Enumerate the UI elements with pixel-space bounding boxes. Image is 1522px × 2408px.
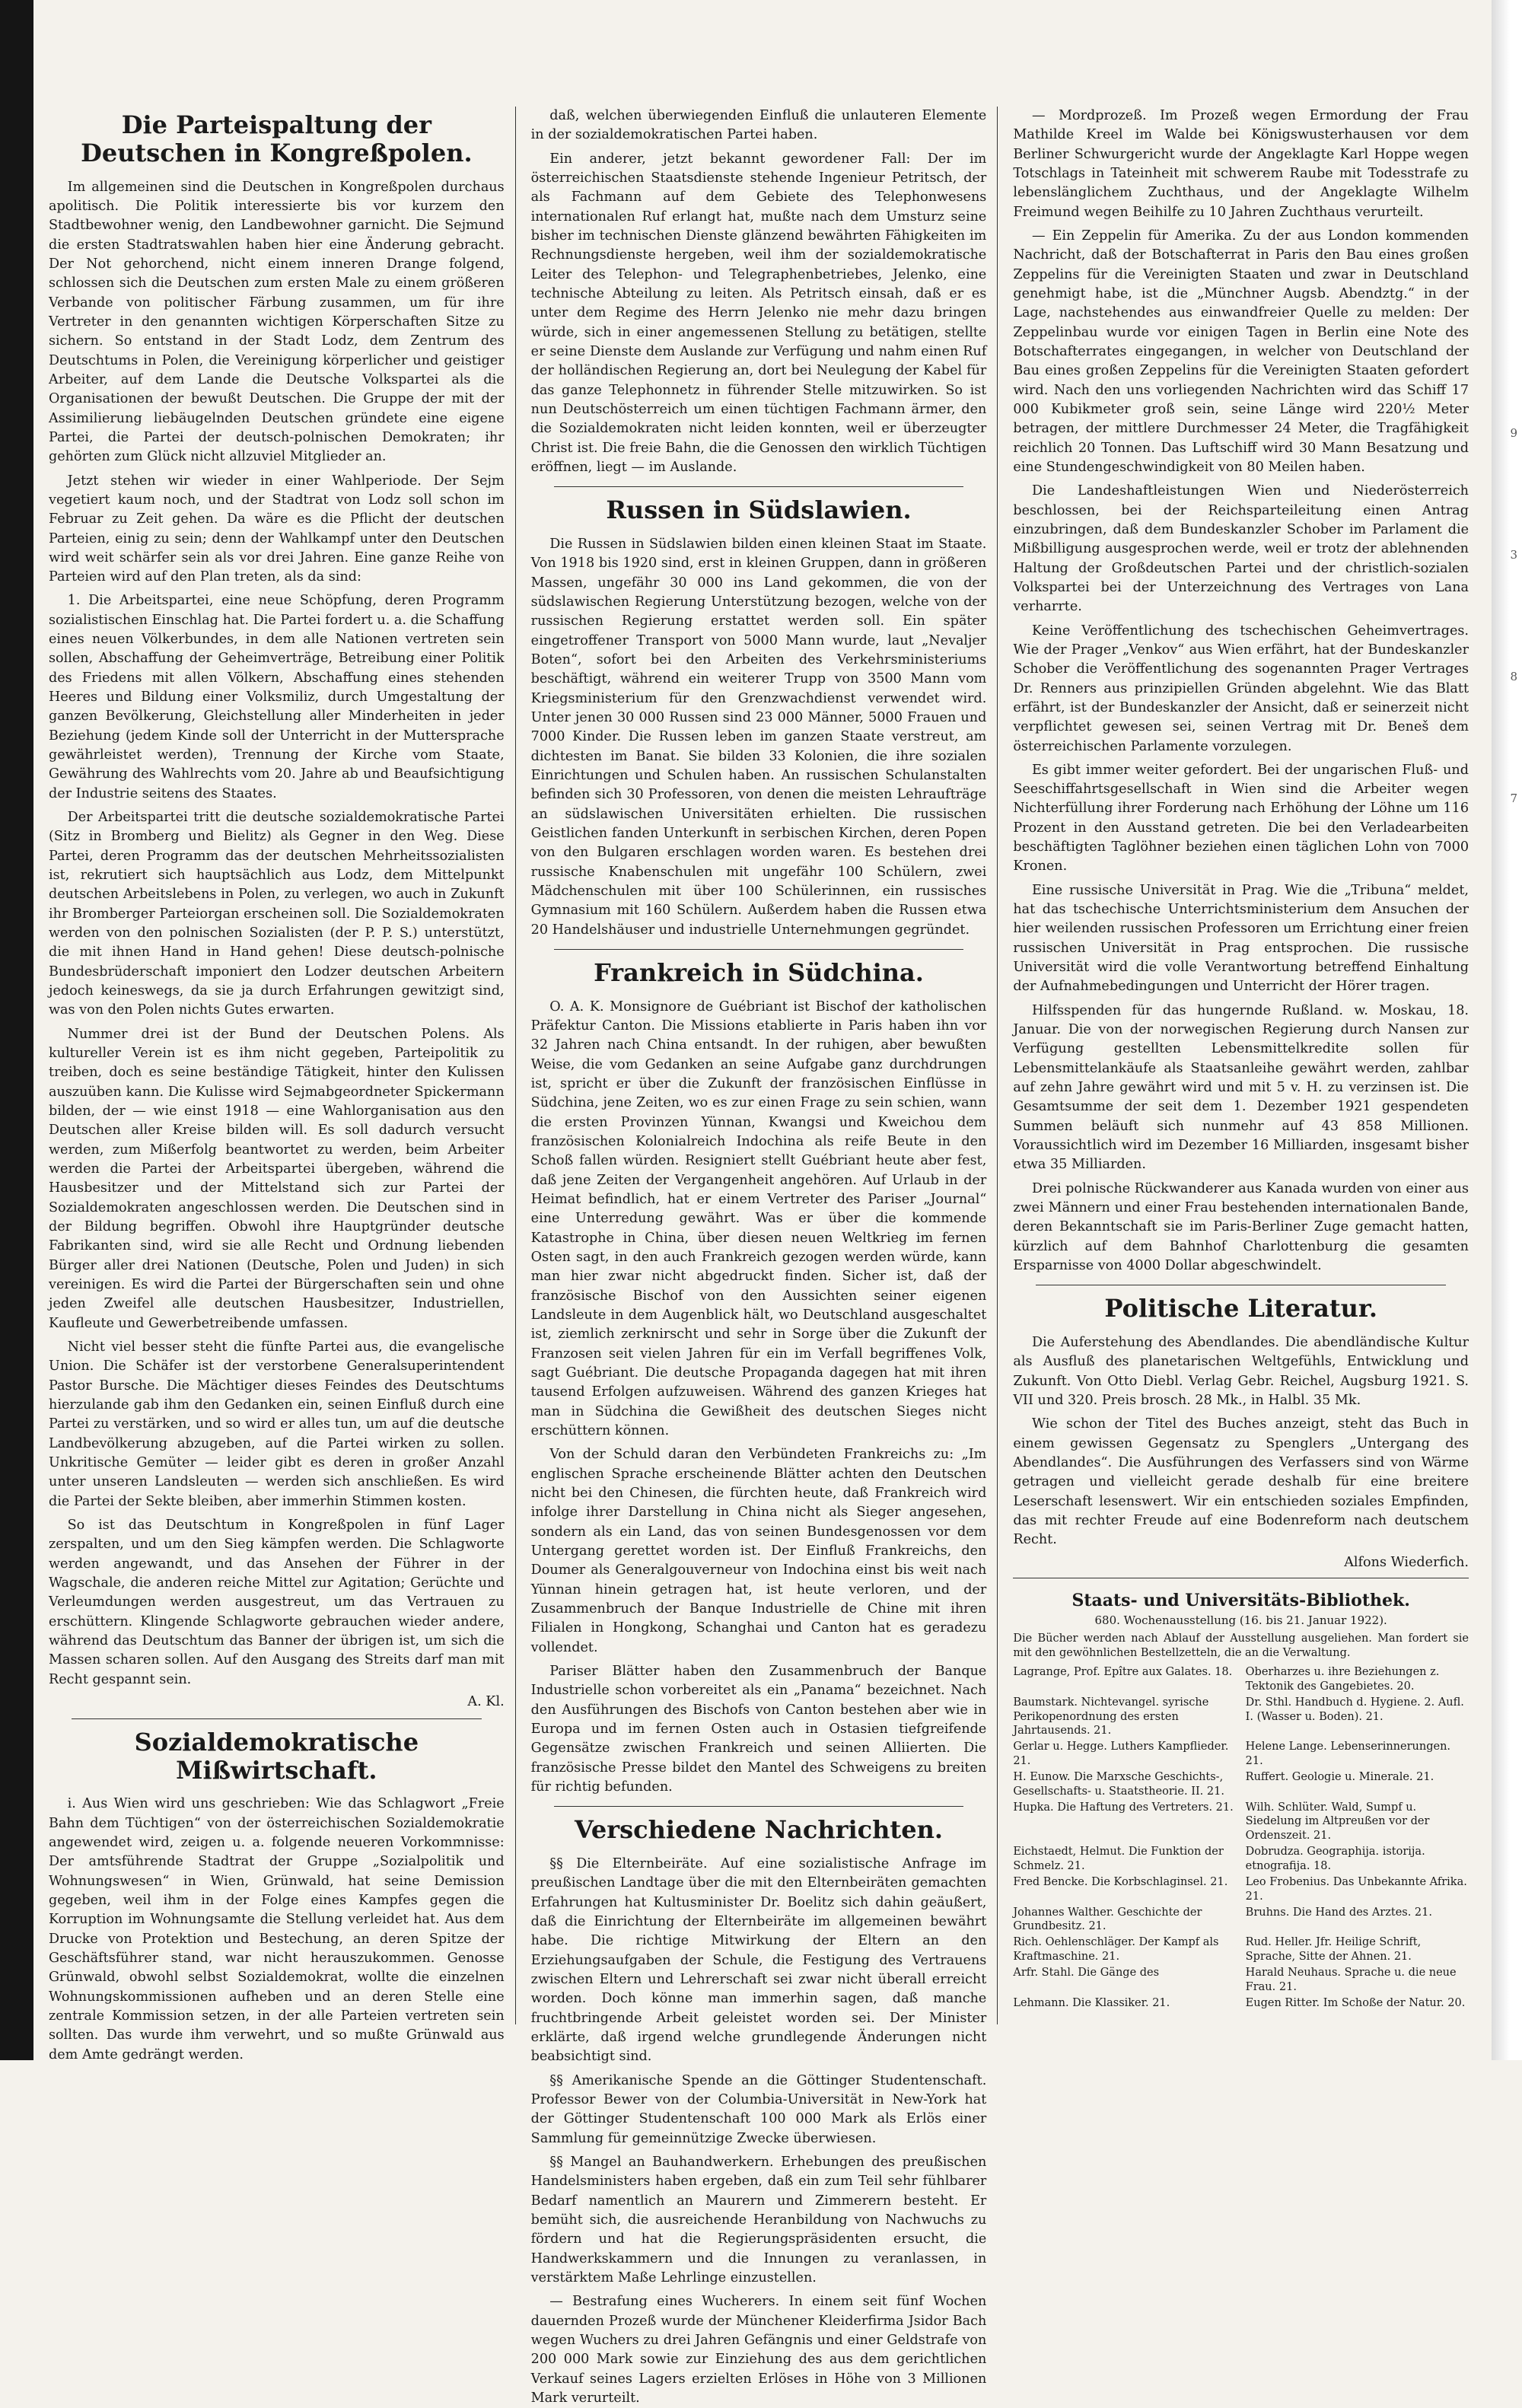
notice-intro: Die Bücher werden nach Ablauf der Ausstellung ausgeliehen. Man fordert sie mit den gewöhnlichen Bestellzetteln, die an die Verwaltung.	[1013, 1632, 1469, 1659]
notice-subtitle: 680. Wochenausstellung (16. bis 21. Januar 1922).	[1094, 1613, 1387, 1627]
article-paragraph: Die Russen in Südslawien bilden einen kleinen Staat im Staate. Von 1918 bis 1920 sind, erst in kleinen Gruppen, dann in größeren Massen, ungefähr 30 000 ins Land gekommen, die von der südslawischen Regierung Unterstützung bezogen, welche von der russischen Regierung erstattet werden soll. Ein später eingetroffener Transport von 5000 Mann wurde, laut „Nevaljer Boten“, sofort bei den Arbeiten des Verkehrsministeriums beschäftigt, während ein weiterer Trupp von 3500 Mann vom Kriegsministerium für den Grenzwachdienst verwendet wird. Unter jenen 30 000 Russen sind 23 000 Männer, 5000 Frauen und 7000 Kinder. Die Russen leben im ganzen Staate verstreut, am dichtesten im Banat. Sie bilden 33 Kolonien, die ihre sozialen Einrichtungen und Schulen haben. An russischen Schulanstalten befinden sich 30 Professoren, von denen die meisten Lehraufträge an südslawischen Universitäten erhielten. Die russischen Geistlichen fanden Unterkunft in serbischen Kirchen, deren Popen von den Bulgaren erschlagen worden waren. Es bestehen drei russische Knabenschulen mit ungefähr 100 Schülern, zwei Mädchenschulen mit über 100 Schülerinnen, ein russisches Gymnasium mit 160 Schülern. Außerdem haben die Russen etwa 20 Handelshäuser und industrielle Unternehmungen gegründet.	[530, 537, 987, 938]
article-paragraph: Die Landeshaftleistungen Wien und Niederösterreich beschlossen, bei der Reichsparteileitung einen Antrag einzubringen, daß dem Bundeskanzler Schober im Parlament die Mißbilligung ausgesprochen werde, weil er trotz der ablehnenden Haltung der Großdeutschen Partei und der christlich-sozialen Volkspartei bei der Unterzeichnung des Vertrages von Lana verharrte.	[1013, 483, 1469, 615]
page-right-margin	[1492, 0, 1522, 2060]
notice-item: Lagrange, Prof. Epître aux Galates. 18.	[1013, 1666, 1233, 1679]
article-paragraph: i. Aus Wien wird uns geschrieben: Wie das Schlagwort „Freie Bahn dem Tüchtigen“ von der österreichischen Sozialdemokratie angewendet wird, zeigen u. a. folgende neueren Vorkommnisse: Der amtsführende Stadtrat der Gruppe „Sozialpolitik und Wohnungswesen“ in Wien, Grünwald, hat seine Demission gegeben, weil ihm in der Folge eines Kampfes gegen die Korruption im Wohnungsamte die Stellung verleidet hat. Aus dem Drucke von Protektion und Bestechung, an deren Spitze der Geschäftsführer stand, war nicht herauszukommen. Genosse Grünwald, obwohl selbst Sozialdemokrat, wollte die einzelnen Wohnungskommissionen aufheben und an deren Stelle eine zentrale Kommission setzen, in der alle Parteien vertreten sein sollten. Das wurde ihm verwehrt, und so mußte Grünwald aus dem Amte gedrängt werden.	[49, 1796, 505, 2062]
author-signature: Alfons Wiederfich.	[1344, 1554, 1469, 1570]
notice-title: Staats- und Universitäts-Bibliothek.	[1071, 1590, 1410, 1610]
article-paragraph: Ein anderer, jetzt bekannt gewordener Fall: Der im österreichischen Staatsdienste stehende Ingenieur Petritsch, der als Fachmann auf dem Gebiete des Telephonwesens internationalen Ruf erlangt hat, mußte nach dem Umsturz seine bisher im technischen Dienste glänzend bewährten Fähigkeiten im Rechnungsdienste hergeben, weil ihm der sozialdemokratische Leiter des Telephon- und Telegraphenbetriebes, Jelenko, eine technische Abteilung zu leiten. Als Petritsch einsah, daß er es unter dem Regime des Herrn Jelenko nie mehr dazu bringen würde, sich in einer angemessenen Stellung zu betätigen, stellte er seine Dienste dem Auslande zur Verfügung und nahm einen Ruf der holländischen Regierung an, dort bei Neulegung der Kabel für das ganze Telephonnetz in führender Stelle mitzuwirken. So ist nun Deutschösterreich um einen tüchtigen Fachmann ärmer, den die Sozialdemokraten nicht leiden konnten, weil er überzeugter Christ ist. Die freie Bahn, die die Genossen den wirklich Tüchtigen eröffnen, liegt — im Auslande.	[530, 151, 987, 475]
notice-item: Dr. Sthl. Handbuch d. Hygiene. 2. Aufl. I. (Wasser u. Boden). 21.	[1245, 1696, 1464, 1723]
article-title: Frankreich in Südchina.	[594, 957, 924, 987]
article-paragraph: Es gibt immer weiter gefordert. Bei der ungarischen Fluß- und Seeschiffahrtsgesellschaft in Wien sind die Arbeiter wegen Nichterfüllung ihrer Forderung nach Erhöhung der Löhne um 116 Prozent in den Ausstand getreten. Die bei den Verladearbeiten beschäftigten Taglöhner beziehen einen täglichen Lohn von 7000 Kronen.	[1013, 762, 1469, 874]
notice-item: Rud. Heller. Jfr. Heilige Schrift, Sprache, Sitte der Ahnen. 21.	[1245, 1936, 1422, 1964]
article-title: Verschiedene Nachrichten.	[575, 1815, 943, 1845]
article-paragraph: §§ Mangel an Bauhandwerkern. Erhebungen des preußischen Handelsministers haben ergeben, daß ein zum Teil sehr fühlbarer Bedarf namentlich an Maurern und Zimmerern besteht. Er bemüht sich, die ausreichende Heranbildung von Nachwuchs zu fördern und hat die Regierungspräsidenten ersucht, die Handwerkskammern und die Innungen zu veranlassen, in verstärktem Maße Lehrlinge einzustellen.	[530, 2154, 987, 2285]
section-divider	[72, 1718, 482, 1719]
article-paragraph: — Bestrafung eines Wucherers. In einem seit fünf Wochen dauernden Prozeß wurde der Münchener Kleiderfirma Jsidor Bach wegen Wuchers zu drei Jahren Gefängnis und einer Geldstrafe von 200 000 Mark sowie zur Einziehung des aus dem gerichtlichen Verkauf seines Lagers erzielten Erlöses in Höhe von 3 Millionen Mark verurteilt.	[530, 2294, 987, 2406]
article-paragraph: O. A. K. Monsignore de Guébriant ist Bischof der katholischen Präfektur Canton. Die Missions etablierte in Paris haben ihn vor 32 Jahren nach China entsandt. In der ruhigen, aber bewußten Weise, die vom Gedanken an seine Aufgabe ganz durchdrungen ist, spricht er über die Zukunft der französischen Einflüsse in Südchina, jene Zeiten, wo es zur einen Frage zu sein schien, wann die ersten Provinzen Yünnan, Kwangsi und Kweichou dem französischen Kolonialreich Indochina als reife Beute in den Schoß fallen würden. Resigniert stellt Guébriant heute aber fest, daß jene Zeiten der Vergangenheit angehören. Auf Urlaub in der Heimat befindlich, hat er einem Vertreter des Pariser „Journal“ eine Unterredung gewährt. Was er über die kommende Katastrophe in China, über diesen neuen Weltkrieg im fernen Osten sagt, in den auch Frankreich gezogen werden würde, kann man hier zwar nicht abgedruckt finden. Sicher ist, daß der französische Bischof von den Aussichten seiner eigenen Landsleute in dem Augenblick hält, wo Deutschland ausgeschaltet ist, ziemlich zerknirscht und sehr in Sorge über die Zukunft der Franzosen seit vielen Jahren für ein im Verfall begriffenes Volk, sagt Guébriant. Die deutsche Propaganda dagegen hat mit ihren tausend Erfolgen aufzuweisen. Während des ganzen Krieges hat man in Südchina die Gewißheit des deutschen Sieges nicht erschüttern können.	[530, 999, 987, 1438]
notice-item: Bruhns. Die Hand des Arztes. 21.	[1245, 1906, 1432, 1919]
article-paragraph: Pariser Blätter haben den Zusammenbruch der Banque Industrielle schon vorbereitet als ein „Panama“ bezeichnet. Nach den Ausführungen des Bischofs von Canton bestehen aber wie in Europa und im fernen Osten auch in Ostasien tiefgreifende Gegensätze zwischen Frankreich und seinen Alliierten. Die französische Presse bildet den Mantel des Schweigens zu breiten für richtig befunden.	[530, 1663, 987, 1795]
notice-item: Gerlar u. Hegge. Luthers Kampflieder. 21.	[1013, 1741, 1229, 1768]
notice-item: Dobrudza. Geographija. istorija. etnografija. 18.	[1245, 1846, 1425, 1872]
article-paragraph: Im allgemeinen sind die Deutschen in Kongreßpolen durchaus apolitisch. Die Politik interessierte bis vor kurzem den Stadtbewohner wenig, den Landbewohner garnicht. Die Sejmund die ersten Stadtratswahlen haben hier eine Änderung gebracht. Der Not gehorchend, nicht einem inneren Drange folgend, schlossen sich die Deutschen zum ersten Male zu einem größeren Verbande von politischer Färbung zusammen, um für ihre Vertreter in den genannten wichtigen Körperschaften Sitze zu sichern. So entstand in der Stadt Lodz, dem Zentrum des Deutschtums in Polen, die Vereinigung körperlicher und geistiger Arbeiter, auf dem Lande die Deutsche Volkspartei als die Organisationen der bewußt Deutschen. Die Gruppe der mit der Assimilierung liebäugelnden Deutschen gründete eine eigene Partei, die Partei der deutsch-polnischen Demokraten; ihr gehörten zum Glück nicht allzuviel Mitglieder an.	[49, 179, 505, 465]
book-binding-edge	[0, 0, 33, 2060]
margin-mark: 7	[1510, 792, 1517, 805]
article-paragraph: So ist das Deutschtum in Kongreßpolen in fünf Lager zerspalten, und um den Sieg kämpfen werden. Die Schlagworte werden angewandt, und das Ansehen der Führer in der Wagschale, die anderen reiche Mittel zur Agitation; Gerüchte und Verleumdungen werden ausgestreut, um das Vertrauen zu erschüttern. Klingende Schlagworte gebrauchen wieder andere, während das Deutschtum das Banner der übrigen ist, um sich die Massen scharen sollen. Auf den Ausgang des Streits darf man mit Recht gespannt sein.	[49, 1517, 505, 1687]
notice-item: Wilh. Schlüter. Wald, Sumpf u. Siedelung im Altpreußen vor der Ordenszeit. 21.	[1245, 1801, 1430, 1843]
margin-mark: 3	[1510, 548, 1517, 562]
column-layout	[49, 107, 1469, 2406]
article-paragraph: Von der Schuld daran den Verbündeten Frankreichs zu: „Im englischen Sprache erscheinende Blätter achten den Deutschen nicht bei den Chinesen, die fürchten heute, daß Frankreich wird infolge ihrer Darstellung in China nicht als Sieger angesehen, sondern als ein Land, das von seinen Bundesgenossen vor dem Untergang gerettet worden ist. Der Einfluß Frankreichs, den Doumer als Generalgouverneur von Indochina einst bis weit nach Yünnan hinein getragen hat, ist heute verloren, und der Zusammenbruch der Banque Industrielle de Chine mit ihren Filialen in Hongkong, Schanghai und Canton hat es geradezu vollendet.	[530, 1447, 987, 1655]
notice-item: Eugen Ritter. Im Schoße der Natur. 20.	[1245, 1996, 1466, 2009]
section-divider	[554, 1806, 964, 1807]
notice-item: Arfr. Stahl. Die Gänge des	[1013, 1966, 1160, 1979]
article-paragraph: Nummer drei ist der Bund der Deutschen Polens. Als kultureller Verein ist es ihm nicht gegeben, Parteipolitik zu treiben, doch es seine beständige Tätigkeit, hinter den Kulissen auszuüben kann. Die Kulisse wird Sejmabgeordneter Spickermann bilden, der — wie einst 1918 — eine Wahlorganisation aus den Deutschen aller Kreise bilden will. Es soll dadurch versucht werden, zum Mißerfolg beantwortet zu werden, beim Arbeiter werden die Partei der Arbeitspartei übergeben, während die Hausbesitzer und der Mittelstand sich zur Partei der Sozialdemokraten angeschlossen werden. Die Deutschen sind in der Bildung begriffen. Obwohl ihre Hauptgründer deutsche Fabrikanten sind, wird sie alle Recht und Ordnung liebenden Bürger aller drei Nationen (Deutsche, Polen und Juden) in sich vereinigen. Es wird die Partei der Bürgerschaften sein und ohne jeden Zweifel alle deutschen Hausbesitzer, Industriellen, Kaufleute und Gewerbetreibende umfassen.	[49, 1026, 505, 1331]
notice-item: Hupka. Die Haftung des Vertreters. 21.	[1013, 1801, 1234, 1814]
article-paragraph: Der Arbeitspartei tritt die deutsche sozialdemokratische Partei (Sitz in Bromberg und Bielitz) als Gegner in den Weg. Diese Partei, deren Programm das der deutschen Mehrheitssozialisten ist, rekrutiert sich hauptsächlich aus Lodz, dem Mittelpunkt deutschen Arbeitslebens in Polen, zu verlegen, wo auch in Zukunft ihr Bromberger Parteiorgan erscheinen soll. Die Sozialdemokraten werden von den polnischen Sozialisten (der P. P. S.) unterstützt, die mit ihnen Hand in Hand gehen! Diese deutsch-polnische Bundesbrüderschaft imponiert den Lodzer deutschen Arbeitern jedoch keineswegs, da sie ja durch Erfahrungen gewitzigt sind, was von den Polen nichts Gutes erwarten.	[49, 810, 505, 1018]
article-paragraph: Wie schon der Titel des Buches anzeigt, steht das Buch in einem gewissen Gegensatz zu Spenglers „Untergang des Abendlandes“. Die Ausführungen des Verfassers sind von Wärme getragen und vielleicht gerade deshalb für eine breitere Leserschaft lesenswert. Wir ein entschieden soziales Empfinden, das mit rechter Freude auf eine Bodenreform nach deutschem Recht.	[1013, 1416, 1469, 1548]
article-paragraph: §§ Amerikanische Spende an die Göttinger Studentenschaft. Professor Bewer von der Columbia-Universität in New-York hat der Göttinger Studentenschaft 100 000 Mark als Erlös einer Sammlung für gemeinnützige Zwecke überwiesen.	[530, 2072, 987, 2146]
notice-item: Fred Bencke. Die Korbschlaginsel. 21.	[1013, 1875, 1228, 1888]
article-paragraph: Jetzt stehen wir wieder in einer Wahlperiode. Der Sejm vegetiert kaum noch, und der Stadtrat von Lodz soll schon im Februar zu Zeit gehen. Da wäre es die Pflicht der deutschen Parteien, einig zu sein; denn der Wahlkampf unter den Deutschen wird weit schärfer sein als vor drei Jahren. Eine ganze Reihe von Parteien wird auf den Plan treten, als da sind:	[49, 473, 505, 585]
section-divider	[554, 486, 964, 487]
notice-item: Harald Neuhaus. Sprache u. die neue Frau. 21.	[1245, 1966, 1457, 1993]
notice-item: Johannes Walther. Geschichte der Grundbesitz. 21.	[1013, 1906, 1202, 1933]
article-paragraph: daß, welchen überwiegenden Einfluß die unlauteren Elemente in der sozialdemokratischen Partei haben.	[530, 108, 987, 143]
notice-list	[1013, 1665, 1469, 2010]
notice-item: Baumstark. Nichtevangel. syrische Perikopenordnung des ersten Jahrtausends. 21.	[1013, 1696, 1209, 1738]
article-paragraph: — Ein Zeppelin für Amerika. Zu der aus London kommenden Nachricht, daß der Botschafterrat in Paris den Bau eines großen Zeppelins für die Vereinigten Staaten und zwar in Deutschland genehmigt habe, ist die „Münchner Augsb. Abendztg.“ in der Lage, nachstehendes aus einwandfreier Quelle zu melden: Der Zeppelinbau wurde vor einigen Tagen in Berlin eine Note des Botschafterrates eingegangen, in welcher von Deutschland der Bau eines großen Zeppelins für die Vereinigten Staaten gefordert wird. Nach den uns vorliegenden Nachrichten wird das Schiff 17 000 Kubikmeter groß sein, seine Länge wird 220½ Meter betragen, der mittlere Durchmesser 24 Meter, die Tragfähigkeit reichlich 20 Tonnen. Das Luftschiff wird 30 Mann Besatzung und eine Stundengeschwindigkeit von 80 Meilen haben.	[1013, 228, 1469, 475]
section-divider	[554, 949, 964, 950]
margin-mark: 9	[1510, 426, 1517, 440]
notice-item: Helene Lange. Lebenserinnerungen. 21.	[1245, 1741, 1451, 1768]
notice-item: Oberharzes u. ihre Beziehungen z. Tektonik des Gangebietes. 20.	[1245, 1666, 1440, 1693]
article-title: Russen in Südslawien.	[606, 495, 912, 525]
notice-item: Lehmann. Die Klassiker. 21.	[1013, 1996, 1170, 2009]
article-paragraph: Nicht viel besser steht die fünfte Partei aus, die evangelische Union. Die Schäfer ist der verstorbene Generalsuperintendent Pastor Bursche. Die Mächtiger dieses Feindes des Deutschtums hierzulande gab ihm den Gedanken ein, seinen Einfluß durch eine Partei zu verstärken, und so wird er alles tun, um auf die deutsche Landbevölkerung abzugeben, auf die Partei wirken zu sollen. Unkritische Gemüter — leider gibt es deren in großer Anzahl unter unseren Landsleuten — werden sich anschließen. Es wird die Partei der Sekte bleiben, aber immerhin Stimmen kosten.	[49, 1339, 505, 1509]
margin-mark: 8	[1510, 670, 1517, 683]
article-title: Politische Literatur.	[1104, 1294, 1377, 1323]
library-notice	[1013, 1591, 1469, 2011]
article-paragraph: Drei polnische Rückwanderer aus Kanada wurden von einer aus zwei Männern und einer Frau bestehenden internationalen Bande, deren Bekanntschaft sie im Paris-Berliner Zuge gemacht hatten, kürzlich auf dem Bahnhof Charlottenburg die gesamten Ersparnisse von 4000 Dollar abgeschwindelt.	[1013, 1180, 1469, 1274]
column-3	[1013, 107, 1469, 2024]
article-title: Sozialdemokratische Mißwirtschaft.	[134, 1727, 419, 1785]
column-2	[530, 107, 998, 2406]
notice-item: Ruffert. Geologie u. Minerale. 21.	[1245, 1770, 1434, 1783]
page-frame	[33, 0, 1492, 2406]
notice-item: Leo Frobenius. Das Unbekannte Afrika. 21.	[1245, 1875, 1467, 1903]
article-paragraph: Eine russische Universität in Prag. Wie die „Tribuna“ meldet, hat das tschechische Unterrichtsministerium dem Ansuchen der hier weilenden russischen Professoren um Errichtung einer freien russischen Universität in Prag entsprochen. Die russische Universität wird die volle Verantwortung betreffend Einhaltung der Aufnahmebedingungen und Unterricht der Hörer tragen.	[1013, 882, 1469, 995]
column-1	[49, 107, 516, 2062]
author-signature: A. Kl.	[467, 1693, 505, 1709]
article-paragraph: Hilfsspenden für das hungernde Rußland. w. Moskau, 18. Januar. Die von der norwegischen Regierung durch Nansen zur Verfügung gestellten Lebensmittelkredite sollen für Lebensmittelankäufe als Staatsanleihe gewährt werden, zahlbar auf zehn Jahre gewährt wird und mit 5 v. H. zu verzinsen ist. Die Gesamtsumme der seit dem 1. Dezember 1921 gespendeten Summen beläuft sich nunmehr auf 43 858 Millionen. Voraussichtlich wird im Dezember 16 Milliarden, insgesamt bisher etwa 35 Milliarden.	[1013, 1002, 1469, 1173]
article-paragraph: Die Auferstehung des Abendlandes. Die abendländische Kultur als Ausfluß des planetarischen Weltgefühls, Entwicklung und Zukunft. Von Otto Diebl. Verlag Gebr. Reichel, Augsburg 1921. S. VII und 320. Preis brosch. 28 Mk., in Halbl. 35 Mk.	[1013, 1335, 1469, 1409]
article-paragraph: §§ Die Elternbeiräte. Auf eine sozialistische Anfrage im preußischen Landtage über die mit den Elternbeiräten gemachten Erfahrungen hat Kultusminister Dr. Boelitz sich dahin geäußert, daß die Einrichtung der Elternbeiräte im allgemeinen bewährt habe. Die richtige Mitwirkung der Eltern an den Erziehungsaufgaben der Schule, die Festigung des Vertrauens zwischen Eltern und Lehrerschaft sei zwar nicht überall erreicht worden. Doch könne man immerhin sagen, daß manche fruchtbringende Arbeit geleistet worden sei. Der Minister erklärte, daß irgend welche grundlegende Änderungen nicht beabsichtigt sind.	[530, 1855, 987, 2065]
article-paragraph: 1. Die Arbeitspartei, eine neue Schöpfung, deren Programm sozialistischen Einschlag hat. Die Partei fordert u. a. die Schaffung eines neuen Völkerbundes, in dem alle Nationen vertreten sein sollen, Abschaffung der Geheimverträge, Betreibung einer Politik des Friedens mit allen Völkern, Abschaffung eines stehenden Heeres und Bildung einer Volksmiliz, durch Umgestaltung der ganzen Bevölkerung, Gleichstellung aller Minderheiten in jeder Beziehung (jedem Kinde soll der Unterricht in der Muttersprache gewährleistet werden), Trennung der Kirche vom Staate, Gewährung des Wahlrechts vom 20. Jahre ab und Beaufsichtigung der Industrie seitens des Staates.	[49, 593, 505, 801]
article-paragraph: — Mordprozeß. Im Prozeß wegen Ermordung der Frau Mathilde Kreel im Walde bei Königswusterhausen vor dem Berliner Schwurgericht wurde der Angeklagte Karl Hoppe wegen Totschlags in Tateinheit mit schwerem Raube mit Todesstrafe zu lebenslänglichem Zuchthaus, und der Angeklagte Wilhelm Freimund wegen Beihilfe zu 10 Jahren Zuchthaus verurteilt.	[1013, 108, 1469, 220]
notice-item: Rich. Oehlenschläger. Der Kampf als Kraftmaschine. 21.	[1013, 1936, 1219, 1964]
notice-item: H. Eunow. Die Marxsche Geschichts-, Gesellschafts- u. Staatstheorie. II. 21.	[1013, 1770, 1224, 1798]
notice-item: Eichstaedt, Helmut. Die Funktion der Schmelz. 21.	[1013, 1846, 1224, 1872]
article-paragraph: Keine Veröffentlichung des tschechischen Geheimvertrages. Wie der Prager „Venkov“ aus Wien erfährt, hat der Bundeskanzler Schober die Veröffentlichung des sogenannten Prager Vertrages Dr. Renners aus prinzipiellen Gründen abgelehnt. Wie das Blatt erfährt, ist der Bundeskanzler der Ansicht, daß er seinerzeit nicht verpflichtet gewesen sei, seinen Vertrag mit Dr. Beneš dem österreichischen Parlamente vorzulegen.	[1013, 623, 1469, 754]
article-title: Die Parteispaltung der Deutschen in Kongreßpolen.	[81, 110, 473, 167]
